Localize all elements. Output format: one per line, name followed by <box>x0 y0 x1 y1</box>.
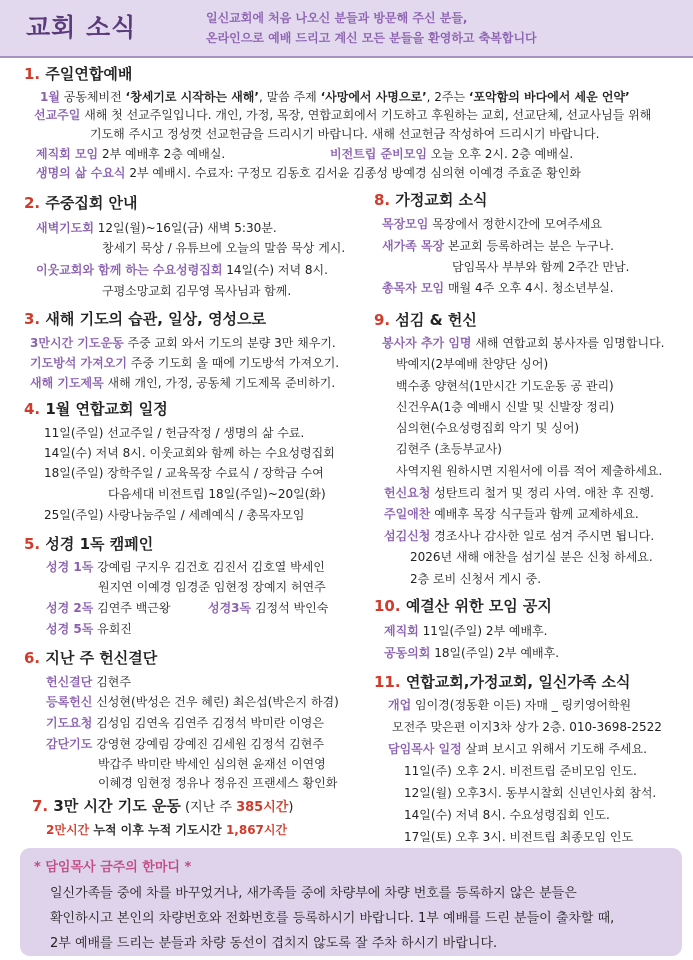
s9-l1-text: 새해 연합교회 봉사자를 임명합니다. <box>471 336 665 350</box>
s11-line-2: 모전주 맞은편 이지3차 상가 2층. 010-3698-2522 <box>392 720 662 734</box>
s3-l2-text: 주중 기도회 올 때에 기도방석 가져오기. <box>126 356 340 370</box>
s3-l1-label: 3만시간 기도운동 <box>30 336 124 350</box>
s8-l1-label: 목장모임 <box>382 217 429 231</box>
header-banner <box>0 0 693 58</box>
s6-line-2 <box>46 694 339 710</box>
s9-line-3: 백수종 양현석(1만시간 기도운동 공 관리) <box>396 379 614 393</box>
s5-l1-label: 성경 1독 <box>46 560 94 574</box>
page-title: 교회 소식 <box>26 13 137 42</box>
section-10-number: 10. <box>374 597 401 615</box>
s9-l9-label: 주일애찬 <box>384 507 431 521</box>
s7-line-1 <box>46 822 287 838</box>
section-9-number: 9. <box>374 311 391 329</box>
s6-line-1 <box>46 674 131 690</box>
s9-line-10 <box>384 528 654 544</box>
s1-l5-label: 생명의 삶 수요식 <box>36 166 126 180</box>
section-6-number: 6. <box>24 649 41 667</box>
s9-line-12: 2층 로비 신청서 게시 중. <box>410 572 542 586</box>
s2-line-2: 창세기 묵상 / 유튜브에 오늘의 말씀 묵상 게시. <box>102 241 346 255</box>
s10-line-1 <box>384 623 547 639</box>
section-5-title: 성경 1독 캠페인 <box>45 535 154 553</box>
s5-l3-text: 김연주 백근왕 <box>93 601 171 615</box>
s10-l2-label: 공동의회 <box>384 646 431 660</box>
s9-line-5: 심의현(수요성령집회 악기 및 싱어) <box>396 421 580 435</box>
s6-l4-text: 강영현 강예림 강예진 김세원 김정석 김현주 <box>92 737 324 751</box>
section-3-title: 새해 기도의 습관, 일상, 영성으로 <box>45 310 267 328</box>
s4-line-5: 25일(주일) 사랑나눔주일 / 세례예식 / 총목자모임 <box>44 508 305 522</box>
s1-l1-week2: ‘포악함의 바다에서 세운 언약’ <box>468 90 630 104</box>
s3-l1-text: 주중 교회 와서 기도의 분량 3만 채우기. <box>123 336 336 350</box>
section-3-heading <box>24 311 266 327</box>
section-11-title: 연합교회,가정교회, 일신가족 소식 <box>405 673 631 691</box>
section-2-heading <box>24 195 138 211</box>
s9-l8-text: 성탄트리 철거 및 정리 사역. 애찬 후 진행. <box>430 486 654 500</box>
s9-l8-label: 헌신요청 <box>384 486 431 500</box>
s8-line-4 <box>382 280 614 296</box>
section-3-number: 3. <box>24 310 41 328</box>
s11-l1-label: 개업 <box>388 698 412 712</box>
s6-l1-label: 헌신결단 <box>46 675 93 689</box>
s4-line-3: 18일(주일) 장학주일 / 교육목장 수료식 / 장학금 수여 <box>44 466 324 480</box>
s3-l3-label: 새해 기도제목 <box>30 376 104 390</box>
section-8-number: 8. <box>374 191 391 209</box>
section-2-title: 주중집회 안내 <box>45 194 138 212</box>
s1-l2-text: 새해 첫 선교주일입니다. 개인, 가정, 목장, 연합교회에서 기도하고 후원하는 교회, 선교단체, 선교사님들 위해 <box>80 108 652 122</box>
welcome-message <box>206 8 537 48</box>
s1-l4-text: 2부 예배후 2층 예배실. <box>98 147 226 161</box>
s8-l4-label: 총목자 모임 <box>382 281 445 295</box>
section-6-heading <box>24 650 157 666</box>
s11-line-4: 11일(주) 오후 2시. 비전트립 준비모임 인도. <box>404 764 637 778</box>
s2-l3-label: 이웃교회와 함께 하는 수요성령집회 <box>36 263 223 277</box>
section-11-heading <box>374 674 631 690</box>
s9-line-2: 박예지(2부예배 찬양단 싱어) <box>396 357 549 371</box>
s1-l5-text: 2부 예배시. 수료자: 구정모 김동호 김서윤 김종성 방예경 심의현 이예경 주효준 황인화 <box>125 166 581 180</box>
s8-line-2 <box>382 238 614 254</box>
s9-line-6: 김현주 (초등부교사) <box>396 442 502 456</box>
s5-line-3 <box>46 600 171 616</box>
s11-l1-text: 임이경(정동환 이든) 자매 _ 링키영어학원 <box>411 698 632 712</box>
s11-line-6: 14일(수) 저녁 8시. 수요성령집회 인도. <box>404 808 610 822</box>
s6-l3-label: 기도요청 <box>46 716 93 730</box>
s1-l4-label2: 비전트립 준비모임 <box>330 147 427 161</box>
s5-line-1 <box>46 559 325 575</box>
s6-line-5: 박갑주 박미란 박세인 심의현 윤재선 이연영 <box>98 757 326 771</box>
welcome-line-2: 온라인으로 예배 드리고 계신 모든 분들을 환영하고 축복합니다 <box>206 31 537 45</box>
s5-l3-text2: 김정석 박인숙 <box>251 601 329 615</box>
s1-l2-label: 선교주일 <box>34 108 81 122</box>
s7-sub-prefix: (지난 주 <box>180 800 237 815</box>
s2-l1-text: 12일(월)~16일(금) 새벽 5:30분. <box>93 221 277 235</box>
s11-line-5: 12일(월) 오후3시. 동부시찰회 신년인사회 참석. <box>404 786 657 800</box>
s1-l1-text: 공동체비전 <box>59 90 126 104</box>
section-5-heading <box>24 536 153 552</box>
s6-line-6: 이혜경 임현정 정유나 정유진 프랜세스 황인화 <box>98 776 338 790</box>
section-10-title: 예결산 위한 모임 공지 <box>405 597 552 615</box>
s8-line-3: 담임목사 부부와 함께 2주간 만남. <box>452 260 630 274</box>
s2-l1-label: 새벽기도회 <box>36 221 94 235</box>
s3-line-3 <box>30 375 335 391</box>
s8-line-1 <box>382 216 602 232</box>
s9-line-1 <box>382 335 664 351</box>
s1-l1-vision: ‘창세기로 시작하는 새해’ <box>125 90 259 104</box>
s5-line-2: 원지연 이예경 임경준 임현정 장예지 허연주 <box>98 580 326 594</box>
s6-line-4 <box>46 736 324 752</box>
s11-line-7: 17일(토) 오후 3시. 비전트립 최종모임 인도 <box>404 830 634 844</box>
section-7-number: 7. <box>32 797 49 815</box>
s11-line-1 <box>388 697 631 713</box>
section-7-heading <box>32 798 293 816</box>
section-7-title: 3만 시간 기도 운동 <box>53 797 181 815</box>
s6-l4-label: 감단기도 <box>46 737 93 751</box>
s7-weekly-hours: 385시간 <box>236 800 289 815</box>
s1-line-2 <box>34 107 651 123</box>
s5-l1-text: 강예림 구지우 김건호 김진서 김호열 박세인 <box>93 560 325 574</box>
s3-l2-label: 기도방석 가져오기 <box>30 356 127 370</box>
pastor-note-line-1: 일신가족들 중에 차를 바꾸었거나, 새가족들 중에 차량부에 차량 번호를 등록하지 않은 분들은 <box>50 886 577 901</box>
s2-line-4: 구평소망교회 김무영 목사님과 함께. <box>102 284 292 298</box>
s11-line-3 <box>388 741 647 757</box>
section-10-heading <box>374 598 552 614</box>
s7-goal: 2만시간 <box>46 823 90 837</box>
s6-line-3 <box>46 715 324 731</box>
s9-line-11: 2026년 새해 애찬을 섬기실 분은 신청 하세요. <box>410 550 653 564</box>
s9-l1-label: 봉사자 추가 임명 <box>382 336 472 350</box>
s1-l4-label: 제직회 모임 <box>36 147 99 161</box>
section-4-title: 1월 연합교회 일정 <box>45 400 168 418</box>
section-1-heading <box>24 66 132 82</box>
s8-l2-label: 새가족 목장 <box>382 239 445 253</box>
s3-line-2 <box>30 355 339 371</box>
s7-total-hours: 1,867시간 <box>225 823 288 837</box>
s10-l2-text: 18일(주일) 2부 예배후. <box>430 646 560 660</box>
s8-l4-text: 매월 4주 오후 4시. 청소년부실. <box>444 281 614 295</box>
s2-line-3 <box>36 262 328 278</box>
s8-l1-text: 목장에서 정한시간에 모여주세요 <box>428 217 603 231</box>
s9-line-9 <box>384 506 639 522</box>
s10-line-2 <box>384 645 559 661</box>
section-4-number: 4. <box>24 400 41 418</box>
s5-line-4 <box>46 621 132 637</box>
pastor-note-title: * 담임목사 금주의 한마디 * <box>34 860 192 875</box>
s1-l1-text2: , 말씀 주제 <box>258 90 321 104</box>
s6-l3-text: 김성임 김연옥 김연주 김정석 박미란 이영은 <box>92 716 324 730</box>
section-9-heading <box>374 312 477 328</box>
s1-l1-label: 1월 <box>40 90 60 104</box>
pastor-note-line-2: 확인하시고 본인의 차량번호와 전화번호를 등록하시기 바랍니다. 1부 예배를 드린 분들이 출차할 때, <box>50 911 615 926</box>
s11-l3-text: 살펴 보시고 위해서 기도해 주세요. <box>461 742 647 756</box>
s3-line-1 <box>30 335 336 351</box>
s1-line-5 <box>36 165 581 181</box>
s7-sub-suffix: ) <box>288 800 294 815</box>
s6-l2-text: 신성현(박성은 건우 혜린) 최은섭(박은지 하겸) <box>92 695 339 709</box>
s6-l2-label: 등록헌신 <box>46 695 93 709</box>
section-5-number: 5. <box>24 535 41 553</box>
s4-line-1: 11일(주일) 선교주일 / 헌금작정 / 생명의 삶 수료. <box>44 426 305 440</box>
s9-l10-text: 경조사나 감사한 일로 섬겨 주시면 됩니다. <box>430 529 655 543</box>
s9-line-4: 신건우A(1층 예배시 신발 및 신발장 정리) <box>396 400 615 414</box>
s3-l3-text: 새해 개인, 가정, 공동체 기도제목 준비하기. <box>103 376 336 390</box>
section-1-number: 1. <box>24 65 41 83</box>
s1-line-3: 기도해 주시고 정성껏 선교헌금을 드리시기 바랍니다. 새해 선교헌금 작성하여 드리시기 바랍니다. <box>90 127 600 141</box>
s5-l3-label2: 성경3독 <box>208 601 252 615</box>
s8-l2-text: 본교회 등록하려는 분은 누구나. <box>444 239 614 253</box>
s9-l10-label: 섬김신청 <box>384 529 431 543</box>
s1-line-4 <box>36 146 225 162</box>
s1-l1-text3: , 2주는 <box>426 90 469 104</box>
s2-l3-text: 14일(수) 저녁 8시. <box>222 263 328 277</box>
s5-l4-label: 성경 5독 <box>46 622 94 636</box>
s2-line-1 <box>36 220 277 236</box>
s1-line-4b <box>330 146 573 162</box>
s5-l4-text: 유회진 <box>93 622 132 636</box>
s4-line-2: 14일(수) 저녁 8시. 이웃교회와 함께 하는 수요성령집회 <box>44 446 335 460</box>
section-4-heading <box>24 401 168 417</box>
s11-l3-label: 담임목사 일정 <box>388 742 462 756</box>
pastor-note-line-3: 2부 예배를 드리는 분들과 차량 동선이 겹치지 않도록 잘 주차 하시기 바랍니다. <box>50 936 498 951</box>
section-1-title: 주일연합예배 <box>45 65 133 83</box>
s1-l4-text2: 오늘 오후 2시. 2층 예배실. <box>426 147 574 161</box>
section-8-title: 가정교회 소식 <box>395 191 488 209</box>
s9-line-7: 사역지원 원하시면 지원서에 이름 적어 제출하세요. <box>396 464 663 478</box>
s9-line-8 <box>384 485 654 501</box>
s7-l1-text: 누적 이후 누적 기도시간 <box>89 823 226 837</box>
section-11-number: 11. <box>374 673 401 691</box>
section-6-title: 지난 주 헌신결단 <box>45 649 158 667</box>
s6-l1-text: 김현주 <box>92 675 131 689</box>
s10-l1-text: 11일(주일) 2부 예배후. <box>418 624 548 638</box>
section-8-heading <box>374 192 488 208</box>
s4-line-4: 다음세대 비전트립 18일(주일)~20일(화) <box>108 487 326 501</box>
s9-l9-text: 예배후 목장 식구들과 함께 교제하세요. <box>430 507 639 521</box>
pastor-note-box <box>20 848 682 956</box>
s1-line-1 <box>40 89 630 105</box>
section-9-title: 섬김 & 헌신 <box>395 311 477 329</box>
s10-l1-label: 제직회 <box>384 624 419 638</box>
s5-line-3b <box>208 600 328 616</box>
welcome-line-1: 일신교회에 처음 나오신 분들과 방문해 주신 분들, <box>206 11 468 25</box>
s5-l3-label: 성경 2독 <box>46 601 94 615</box>
s1-l1-theme: ‘사망에서 사명으로’ <box>320 90 427 104</box>
section-2-number: 2. <box>24 194 41 212</box>
